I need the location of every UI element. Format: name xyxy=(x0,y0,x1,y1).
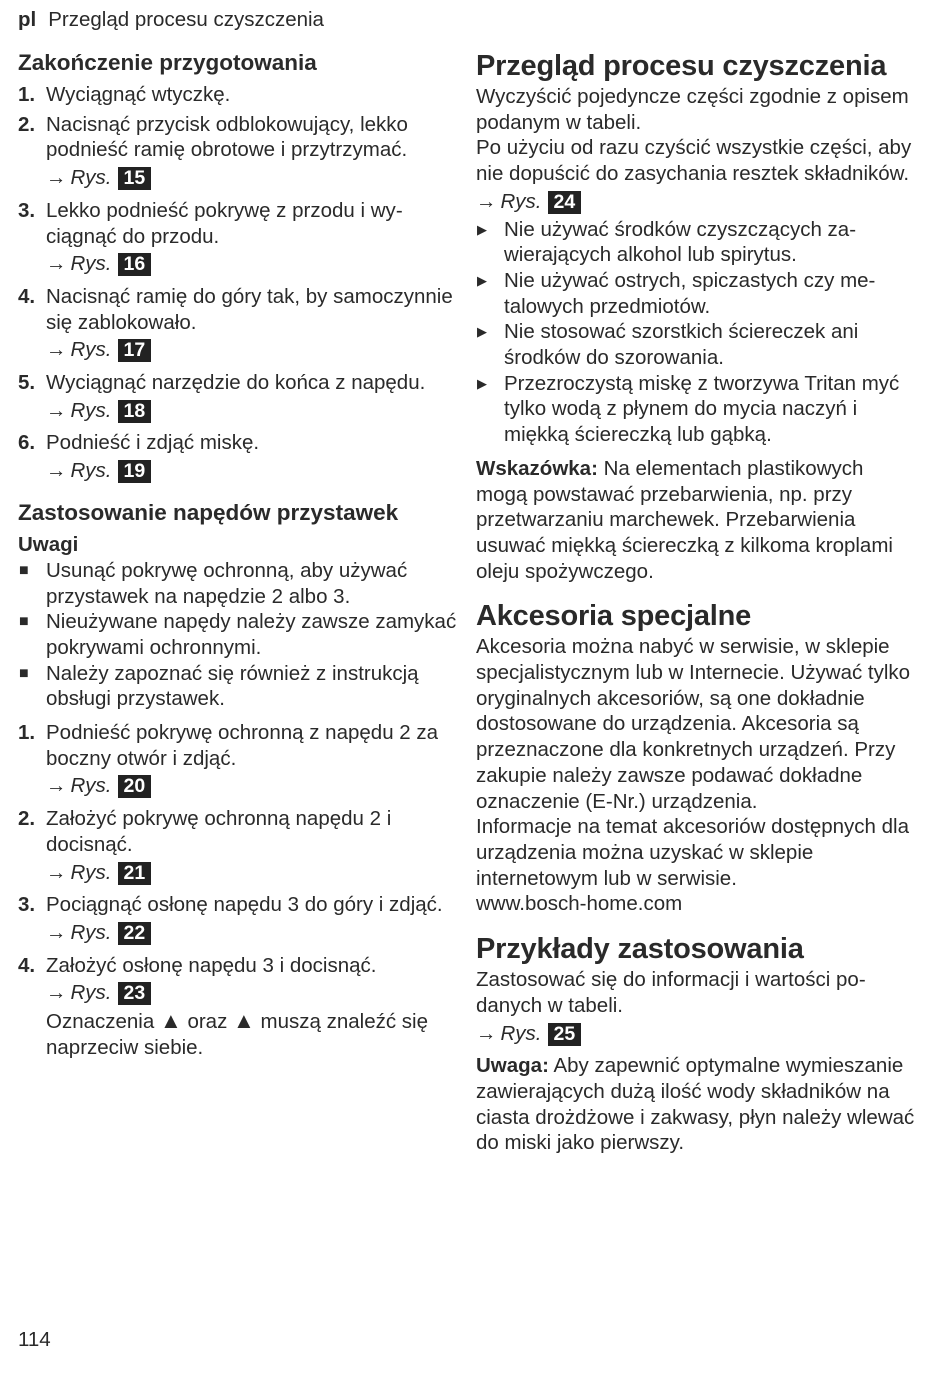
step-item xyxy=(18,892,458,945)
figure-label: Rys. xyxy=(70,338,112,362)
figure-number-badge: 23 xyxy=(118,982,152,1005)
section-title-accessories: Akcesoria specjalne xyxy=(476,600,752,633)
step-text: Wyciągnąć wtyczkę. xyxy=(46,83,231,106)
figure-number-badge: 19 xyxy=(118,460,152,483)
arrow-icon: → xyxy=(46,166,67,190)
note-text: Należy zapoznać się również z instrukcją obsługi przystawek. xyxy=(46,661,419,711)
page-number: 114 xyxy=(18,1328,51,1351)
arrow-icon: → xyxy=(46,860,67,884)
note-text: Nieużywane napędy należy zawsze zamykać pokrywami ochronnymi. xyxy=(46,610,457,659)
warning-item xyxy=(476,268,918,319)
step-number: 1. xyxy=(18,83,36,106)
step-number: 6. xyxy=(18,431,36,455)
figure-number-badge: 15 xyxy=(118,167,152,190)
step-number: 3. xyxy=(18,893,36,917)
warning-item xyxy=(476,217,918,268)
cleaning-paragraph-1: Wyczyścić pojedyncze części zgodnie z opisem podanym w tabeli. xyxy=(476,85,909,134)
left-column xyxy=(18,48,458,1061)
step-text: Podnieść i zdjąć miskę. xyxy=(46,431,260,455)
warning-text: Nie używać środków czyszczących zawierających alkohol lub spirytus. xyxy=(504,217,857,267)
warning-text: Nie stosować szorstkich ściereczek ani środków do szorowania. xyxy=(504,320,859,370)
figure-label: Rys. xyxy=(70,398,112,422)
figure-label: Rys. xyxy=(70,459,112,483)
arrow-icon: → xyxy=(46,774,67,798)
tip-paragraph xyxy=(476,456,918,585)
step-number: 2. xyxy=(18,112,36,136)
markers-text-a: Oznaczenia xyxy=(46,1010,155,1034)
triangle-bullet-icon: ▶ xyxy=(477,375,487,391)
step-text: Lekko podnieść pokrywę z przodu i wyciągnąć do przodu. xyxy=(46,198,403,248)
arrow-icon: → xyxy=(46,981,67,1005)
step-item xyxy=(18,82,458,108)
markers-text-b: oraz xyxy=(187,1010,228,1034)
accessories-paragraph-2: Informacje na temat akcesoriów dostępnych dla urządzenia można uzyskać w sklepie internetowym lub w serwisie. xyxy=(476,815,910,890)
figure-label: Rys. xyxy=(70,774,112,798)
note-item xyxy=(18,558,458,609)
note-item xyxy=(18,661,458,712)
figure-label: Rys. xyxy=(70,166,112,190)
figure-label: Rys. xyxy=(70,920,112,944)
square-bullet-icon: ■ xyxy=(19,561,29,579)
warning-item xyxy=(476,371,918,448)
accessories-paragraph-1: Akcesoria można nabyć w serwisie, w sklepie specjalistycznym lub w Internecie. Używać tylko oryginalnych akcesoriów, są one dokładnie dostosowane do urządzenia. Akcesoria są przeznaczone dla konkretnych urządzeń. Przy zakupie należy zawsze podawać dokładne oznaczenie (E-Nr.) urządzenia. xyxy=(476,635,911,813)
step-text: Założyć osłonę napędu 3 i docisnąć. xyxy=(46,953,377,977)
figure-number-badge: 25 xyxy=(548,1023,582,1046)
figure-reference xyxy=(476,1021,918,1047)
step-text: Nacisnąć ramię do góry tak, by samoczynnie się zablokowało. xyxy=(46,284,453,334)
arrow-icon: → xyxy=(46,252,67,276)
figure-label: Rys. xyxy=(70,252,112,276)
arrow-icon: → xyxy=(46,398,67,422)
figure-number-badge: 17 xyxy=(118,339,152,362)
triangle-bullet-icon: ▶ xyxy=(477,221,487,237)
triangle-bullet-icon: ▶ xyxy=(477,324,487,340)
section-title-attachment-drives: Zastosowanie napędów przystawek xyxy=(18,499,399,525)
cleaning-paragraph-2: Po użyciu od razu czyścić wszystkie części, aby nie dopuścić do zasychania resztek składników. xyxy=(476,136,912,186)
figure-number-badge: 20 xyxy=(118,775,152,798)
figure-number-badge: 24 xyxy=(548,191,582,214)
header-title: Przegląd procesu czyszczenia xyxy=(48,8,324,31)
triangle-marker-icon: ▲ xyxy=(233,1008,255,1034)
arrow-icon: → xyxy=(46,920,67,944)
note-label: Uwaga: xyxy=(476,1054,549,1078)
step-text: Podnieść pokrywę ochronną z napędu 2 za boczny otwór i zdjąć. xyxy=(46,721,439,770)
arrow-icon: → xyxy=(476,189,497,213)
figure-reference xyxy=(46,980,458,1006)
step-item xyxy=(18,198,458,277)
figure-number-badge: 22 xyxy=(118,922,152,945)
step-text: Nacisnąć przycisk odblokowujący, lekko podnieść ramię obrotowe i przytrzymać. xyxy=(46,112,408,162)
step-item xyxy=(18,953,458,1061)
tip-label: Wskazówka: xyxy=(476,456,598,480)
arrow-icon: → xyxy=(46,459,67,483)
figure-reference xyxy=(46,165,458,191)
step-item xyxy=(18,112,458,191)
step-item xyxy=(18,806,458,885)
triangle-bullet-icon: ▶ xyxy=(477,272,487,288)
step-number: 2. xyxy=(18,807,36,831)
warning-text: Przezroczystą miskę z tworzywa Tritan myć tylko wodą z płynem do mycia naczyń i miękką ściereczką lub gąbką. xyxy=(504,371,900,447)
note-text: Aby zapewnić optymalne wymieszanie zawierających dużą ilość wody składników na ciasta drożdżowe i zakwasy, płyn należy wlewać do miski jako pierwszy. xyxy=(476,1054,915,1155)
note-paragraph xyxy=(476,1053,918,1156)
page-header xyxy=(18,7,324,33)
figure-reference xyxy=(46,773,458,799)
figure-number-badge: 21 xyxy=(118,862,152,885)
figure-reference xyxy=(46,398,458,424)
figure-reference xyxy=(46,860,458,886)
step-item xyxy=(18,720,458,799)
note-item xyxy=(18,609,458,660)
figure-label: Rys. xyxy=(500,1021,542,1045)
figure-number-badge: 18 xyxy=(118,400,152,423)
step-item xyxy=(18,370,458,423)
figure-reference xyxy=(46,337,458,363)
step-item xyxy=(18,284,458,363)
section-title-examples: Przykłady zastosowania xyxy=(476,933,804,966)
figure-label: Rys. xyxy=(70,981,112,1005)
step-number: 5. xyxy=(18,371,36,395)
square-bullet-icon: ■ xyxy=(19,613,29,631)
notes-title: Uwagi xyxy=(18,532,79,556)
markers-text-c: muszą znaleźć się naprzeciw siebie. xyxy=(46,1010,429,1059)
step-text: Założyć pokrywę ochronną napędu 2 i docisnąć. xyxy=(46,807,392,856)
step-number: 4. xyxy=(18,953,36,977)
figure-reference xyxy=(46,458,458,484)
figure-number-badge: 16 xyxy=(118,253,152,276)
step-number: 3. xyxy=(18,198,36,222)
figure-reference xyxy=(46,920,458,946)
right-column xyxy=(476,48,918,1156)
section-title-finish-preparation: Zakończenie przygotowania xyxy=(18,50,317,75)
figure-reference xyxy=(476,189,918,215)
step-text: Pociągnąć osłonę napędu 3 do góry i zdjąć. xyxy=(46,893,443,917)
step-number: 4. xyxy=(18,284,36,308)
warning-item xyxy=(476,319,918,370)
examples-paragraph: Zastosować się do informacji i wartości podanych w tabeli. xyxy=(476,968,866,1017)
section-title-cleaning: Przegląd procesu czyszczenia xyxy=(476,50,887,82)
warning-text: Nie używać ostrych, spiczastych czy metalowych przedmiotów. xyxy=(504,268,876,318)
figure-label: Rys. xyxy=(500,189,542,213)
markers-alignment-text xyxy=(46,1008,458,1060)
note-text: Usunąć pokrywę ochronną, aby używać przystawek na napędzie 2 albo 3. xyxy=(46,558,408,608)
arrow-icon: → xyxy=(46,338,67,362)
step-item xyxy=(18,430,458,483)
arrow-icon: → xyxy=(476,1021,497,1045)
triangle-marker-icon: ▲ xyxy=(159,1008,182,1034)
step-number: 1. xyxy=(18,721,36,745)
square-bullet-icon: ■ xyxy=(19,664,29,682)
website-link[interactable]: www.bosch-home.com xyxy=(476,892,683,916)
step-text: Wyciągnąć narzędzie do końca z napędu. xyxy=(46,371,426,395)
tip-text: Na elementach plastikowych mogą powstawać przebarwienia, np. przy przetwarzaniu marchewek. Przebarwienia usuwać miękką ściereczką z kilkoma kroplami oleju spożywczego. xyxy=(476,456,893,583)
figure-label: Rys. xyxy=(70,860,112,884)
language-code: pl xyxy=(18,8,37,31)
figure-reference xyxy=(46,251,458,277)
